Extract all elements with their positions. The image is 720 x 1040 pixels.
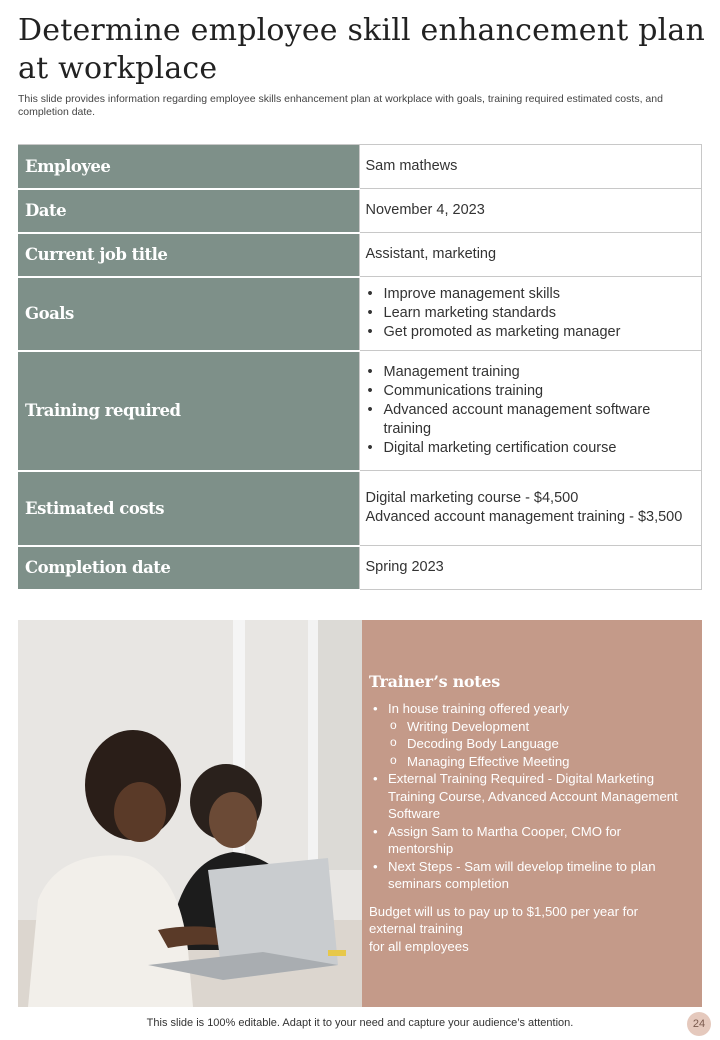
employee-value: Sam mathews [359,145,702,189]
training-list [366,363,694,458]
notes-item: • Next Steps - Sam will develop timeline to plan seminars completion [369,858,688,893]
training-item: • Digital marketing certification course [366,439,694,458]
page-title: Determine employee skill enhancement plan at workplace [18,13,706,86]
training-item: • Management training [366,363,694,382]
trainers-notes-panel [362,620,702,1007]
costs-value [359,471,702,546]
page-number-badge: 24 [687,1012,711,1036]
notes-item: • Assign Sam to Martha Cooper, CMO for mentorship [369,823,688,858]
budget-line: Budget will us to pay up to $1,500 per year for external training [369,903,639,936]
training-label: Training required [18,351,359,471]
notes-item-text: In house training offered yearly [388,701,569,716]
notes-item [369,700,688,770]
table-row-training [18,351,702,471]
trainers-notes-list [369,700,688,893]
completion-value: Spring 2023 [359,546,702,590]
table-row-employee [18,145,702,189]
footer-note: This slide is 100% editable. Adapt it to your need and capture your audience’s attention. [146,1017,574,1029]
job-title-label: Current job title [18,233,359,277]
goals-value [359,277,702,351]
training-photo [18,620,362,1007]
table-row-goals [18,277,702,351]
goal-item: • Learn marketing standards [366,304,694,323]
training-value [359,351,702,471]
budget-line: for all employees [369,938,469,954]
notes-item: • External Training Required - Digital Marketing Training Course, Advanced Account Management Software [369,770,688,823]
table-row-completion [18,546,702,590]
cost-line: Advanced account management training - $3,500 [365,509,683,525]
employee-label: Employee [18,145,359,189]
page-subtitle: This slide provides information regarding employee skills enhancement plan at workplace with goals, training required estimated costs, and completion date. [18,93,663,118]
costs-label: Estimated costs [18,471,359,546]
training-item: • Advanced account management software training [366,401,694,439]
goals-label: Goals [18,277,359,351]
date-value: November 4, 2023 [359,189,702,233]
training-item: • Communications training [366,382,694,401]
notes-subitem: o Managing Effective Meeting [388,753,688,771]
job-title-value: Assistant, marketing [359,233,702,277]
skill-plan-table [18,144,702,591]
cost-line: Digital marketing course - $4,500 [365,490,579,506]
notes-subitem: o Writing Development [388,718,688,736]
date-label: Date [18,189,359,233]
trainers-notes-title: Trainer’s notes [369,672,500,691]
budget-note [369,903,688,956]
goal-item: • Improve management skills [366,285,694,304]
table-row-job-title [18,233,702,277]
notes-subitem: o Decoding Body Language [388,735,688,753]
goal-item: • Get promoted as marketing manager [366,323,694,342]
people-at-laptop-illustration [18,620,362,1007]
table-row-date [18,189,702,233]
completion-label: Completion date [18,546,359,590]
table-row-costs [18,471,702,546]
notes-sublist [388,718,688,771]
goals-list [366,285,694,342]
